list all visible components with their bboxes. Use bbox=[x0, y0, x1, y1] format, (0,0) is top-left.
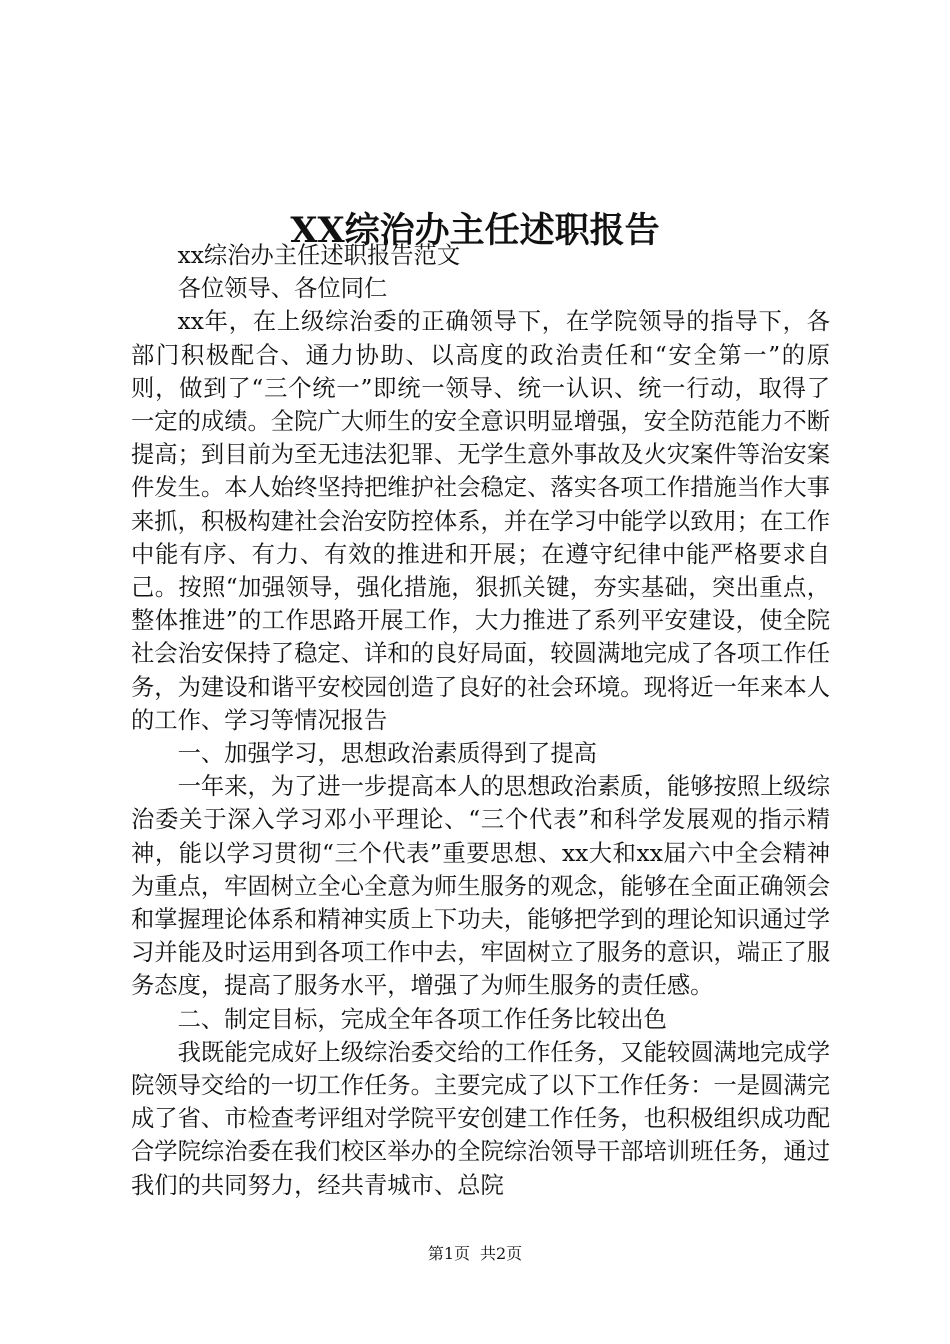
section-1-paragraph: 一年来，为了进一步提高本人的思想政治素质，能够按照上级综治委关于深入学习邓小平理论、“三个代表”和科学发展观的指示精神，能以学习贯彻“三个代表”重要思想、xx大和xx届六中全会精神为重点，牢固树立全心全意为师生服务的观念，能够在全面正确领会和掌握理论体系和精神实质上下功夫，能够把学到的理论知识通过学习并能及时运用到各项工作中去，牢固树立了服务的意识，端正了服务态度，提高了服务水平，增强了为师生服务的责任感。 bbox=[131, 773, 830, 1000]
section-heading-1: 一、加强学习，思想政治素质得到了提高 bbox=[177, 740, 597, 768]
salutation-paragraph: 各位领导、各位同仁 bbox=[177, 275, 388, 303]
intro-paragraph: xx年，在上级综治委的正确领导下，在学院领导的指导下，各部门积极配合、通力协助、以高度的政治责任和“安全第一”的原则，做到了“三个统一”即统一领导、统一认识、统一行动，取得了一定的成绩。全院广大师生的安全意识明显增强，安全防范能力不断提高；到目前为至无违法犯罪、无学生意外事故及火灾案件等治安案件发生。本人始终坚持把维护社会稳定、落实各项工作措施当作大事来抓，积极构建社会治安防控体系，并在学习中能学以致用；在工作中能有序、有力、有效的推进和开展；在遵守纪律中能严格要求自己。按照“加强领导，强化措施，狠抓关键，夯实基础，突出重点，整体推进”的工作思路开展工作，大力推进了系列平安建设，使全院社会治安保持了稳定、详和的良好局面，较圆满地完成了各项工作任务，为建设和谐平安校园创造了良好的社会环境。现将近一年来本人的工作、学习等情况报告 bbox=[131, 308, 830, 734]
page-total: 共2页 bbox=[480, 1244, 523, 1263]
document-body bbox=[131, 239, 830, 1202]
document-title: XX综治办主任述职报告 bbox=[290, 210, 660, 252]
section-2-paragraph: 我既能完成好上级综治委交给的工作任务，又能较圆满地完成学院领导交给的一切工作任务。主要完成了以下工作任务：一是圆满完成了省、市检查考评组对学院平安创建工作任务，也积极组织成功配合学院综治委在我们校区举办的全院综治领导干部培训班任务，通过我们的共同努力，经共青城市、总院 bbox=[131, 1038, 830, 1199]
page-number: 第1页 bbox=[427, 1244, 470, 1263]
page-footer bbox=[0, 1243, 950, 1265]
subtitle-paragraph: xx综治办主任述职报告范文 bbox=[177, 242, 461, 269]
section-heading-2: 二、制定目标，完成全年各项工作任务比较出色 bbox=[177, 1005, 667, 1033]
